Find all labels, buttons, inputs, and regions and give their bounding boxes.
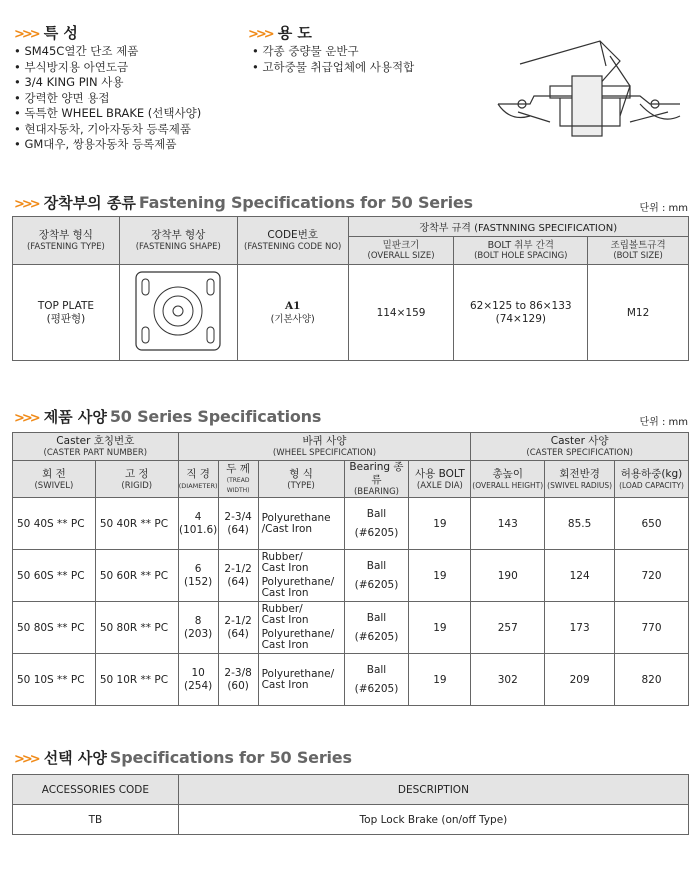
chevron-icon: >>> (14, 752, 38, 767)
list-item: • GM대우, 쌍용자동차 등록제품 (14, 137, 201, 153)
cell-swivel: 50 10S ** PC (13, 654, 96, 706)
caster-mounting-drawing (490, 26, 690, 146)
table-row (13, 550, 689, 602)
usage-list (252, 44, 414, 75)
header-accessories-code: ACCESSORIES CODE (13, 775, 179, 805)
header-part-number: Caster 호칭번호 (CASTER PART NUMBER) (13, 433, 179, 461)
section-title-en: 50 Series Specifications (109, 407, 322, 426)
header-bolt-size: 조립볼트규격 (BOLT SIZE) (588, 237, 689, 265)
cell-code: A1 (기본사양) (237, 265, 348, 361)
cell-axle: 19 (409, 654, 471, 706)
cell-load: 720 (615, 550, 689, 602)
list-item: • 각종 중량물 운반구 (252, 44, 414, 60)
header-rigid: 고 정 (RIGID) (95, 461, 178, 498)
cell-bearing: Ball (#6205) (344, 550, 409, 602)
header-type: 장착부 형식 (FASTENING TYPE) (13, 217, 120, 265)
cell-diameter: 4 (101.6) (178, 498, 218, 550)
header-radius: 회전반경 (SWIVEL RADIUS) (545, 461, 615, 498)
header-load: 허용하중(kg) (LOAD CAPACITY) (615, 461, 689, 498)
features-list (14, 44, 201, 153)
cell-swivel: 50 80S ** PC (13, 602, 96, 654)
cell-shape (119, 265, 237, 361)
cell-wheel-type: Polyurethane /Cast Iron (258, 498, 344, 550)
list-item: • SM45C열간 단조 제품 (14, 44, 201, 60)
section-title-ko: 제품 사양 (43, 408, 107, 426)
cell-tread: 2-3/4 (64) (218, 498, 258, 550)
header-diameter: 직 경 (DIAMETER) (178, 461, 218, 498)
cell-wheel-type: Rubber/ Cast Iron Polyurethane/ Cast Iron (258, 602, 344, 654)
features-heading (14, 22, 78, 43)
unit-label: 단위 : mm (639, 417, 688, 428)
usage-title: 용 도 (277, 24, 312, 42)
cell-bearing: Ball (#6205) (344, 498, 409, 550)
cell-height: 143 (471, 498, 545, 550)
header-tread: 두 께 (TREAD WIDTH) (218, 461, 258, 498)
cell-tread: 2-1/2 (64) (218, 602, 258, 654)
cell-rigid: 50 10R ** PC (95, 654, 178, 706)
cell-radius: 85.5 (545, 498, 615, 550)
cell-diameter: 6 (152) (178, 550, 218, 602)
list-item: • 고하중물 취급업체에 사용적합 (252, 60, 414, 76)
cell-height: 257 (471, 602, 545, 654)
options-table (12, 774, 689, 835)
list-item: • 강력한 양면 용접 (14, 91, 201, 107)
header-height: 총높이 (OVERALL HEIGHT) (471, 461, 545, 498)
table-row (13, 265, 689, 361)
header-shape: 장착부 형상 (FASTENING SHAPE) (119, 217, 237, 265)
header-swivel: 회 전 (SWIVEL) (13, 461, 96, 498)
cell-wheel-type: Rubber/ Cast Iron Polyurethane/ Cast Iron (258, 550, 344, 602)
header-wheel-type: 형 식 (TYPE) (258, 461, 344, 498)
section-title-en: Fastening Specifications for 50 Series (138, 193, 473, 212)
cell-rigid: 50 80R ** PC (95, 602, 178, 654)
list-item: • 독특한 WHEEL BRAKE (선택사양) (14, 106, 201, 122)
table-row (13, 805, 689, 835)
cell-bolt-size: M12 (588, 265, 689, 361)
cell-radius: 209 (545, 654, 615, 706)
options-section-title (14, 747, 352, 768)
cell-load: 650 (615, 498, 689, 550)
list-item: • 부식방지용 아연도금 (14, 60, 201, 76)
cell-tread: 2-1/2 (64) (218, 550, 258, 602)
list-item: • 현대자동차, 기아자동차 등록제품 (14, 122, 201, 138)
section-title-ko: 선택 사양 (43, 749, 107, 767)
cell-load: 770 (615, 602, 689, 654)
header-caster: Caster 사양 (CASTER SPECIFICATION) (471, 433, 689, 461)
header-spec: 장착부 규격 (FASTNNING SPECIFICATION) (348, 217, 688, 237)
cell-radius: 173 (545, 602, 615, 654)
cell-axle: 19 (409, 602, 471, 654)
table-row (13, 498, 689, 550)
header-axle: 사용 BOLT (AXLE DIA) (409, 461, 471, 498)
cell-height: 302 (471, 654, 545, 706)
header-code: CODE번호 (FASTENING CODE NO) (237, 217, 348, 265)
top-plate-icon (132, 269, 224, 353)
header-description: DESCRIPTION (178, 775, 688, 805)
chevron-icon: >>> (14, 27, 38, 42)
product-section-title (14, 406, 321, 427)
cell-axle: 19 (409, 498, 471, 550)
cell-overall: 114×159 (348, 265, 454, 361)
cell-bolt-hole: 62×125 to 86×133 (74×129) (454, 265, 588, 361)
product-spec-table (12, 432, 689, 706)
cell-swivel: 50 40S ** PC (13, 498, 96, 550)
cell-type: TOP PLATE (평판형) (13, 265, 120, 361)
fastening-section-title (14, 192, 473, 213)
header-wheel: 바퀴 사양 (WHEEL SPECIFICATION) (178, 433, 471, 461)
cell-accessories-code: TB (13, 805, 179, 835)
features-title: 특 성 (43, 24, 78, 42)
cell-swivel: 50 60S ** PC (13, 550, 96, 602)
section-title-ko: 장착부의 종류 (43, 194, 136, 212)
chevron-icon: >>> (248, 27, 272, 42)
header-bearing: Bearing 종류 (BEARING) (344, 461, 409, 498)
chevron-icon: >>> (14, 411, 38, 426)
cell-rigid: 50 40R ** PC (95, 498, 178, 550)
section-title-en: Specifications for 50 Series (109, 748, 352, 767)
table-row (13, 654, 689, 706)
cell-diameter: 8 (203) (178, 602, 218, 654)
cell-bearing: Ball (#6205) (344, 654, 409, 706)
list-item: • 3/4 KING PIN 사용 (14, 75, 201, 91)
unit-label: 단위 : mm (639, 203, 688, 214)
header-bolt-hole: BOLT 취부 간격 (BOLT HOLE SPACING) (454, 237, 588, 265)
cell-rigid: 50 60R ** PC (95, 550, 178, 602)
cell-description: Top Lock Brake (on/off Type) (178, 805, 688, 835)
cell-load: 820 (615, 654, 689, 706)
cell-height: 190 (471, 550, 545, 602)
cell-axle: 19 (409, 550, 471, 602)
usage-heading (248, 22, 312, 43)
cell-wheel-type: Polyurethane/ Cast Iron (258, 654, 344, 706)
table-row (13, 602, 689, 654)
chevron-icon: >>> (14, 197, 38, 212)
fastening-table (12, 216, 689, 361)
cell-tread: 2-3/8 (60) (218, 654, 258, 706)
header-overall: 밑판크기 (OVERALL SIZE) (348, 237, 454, 265)
cell-bearing: Ball (#6205) (344, 602, 409, 654)
cell-diameter: 10 (254) (178, 654, 218, 706)
cell-radius: 124 (545, 550, 615, 602)
